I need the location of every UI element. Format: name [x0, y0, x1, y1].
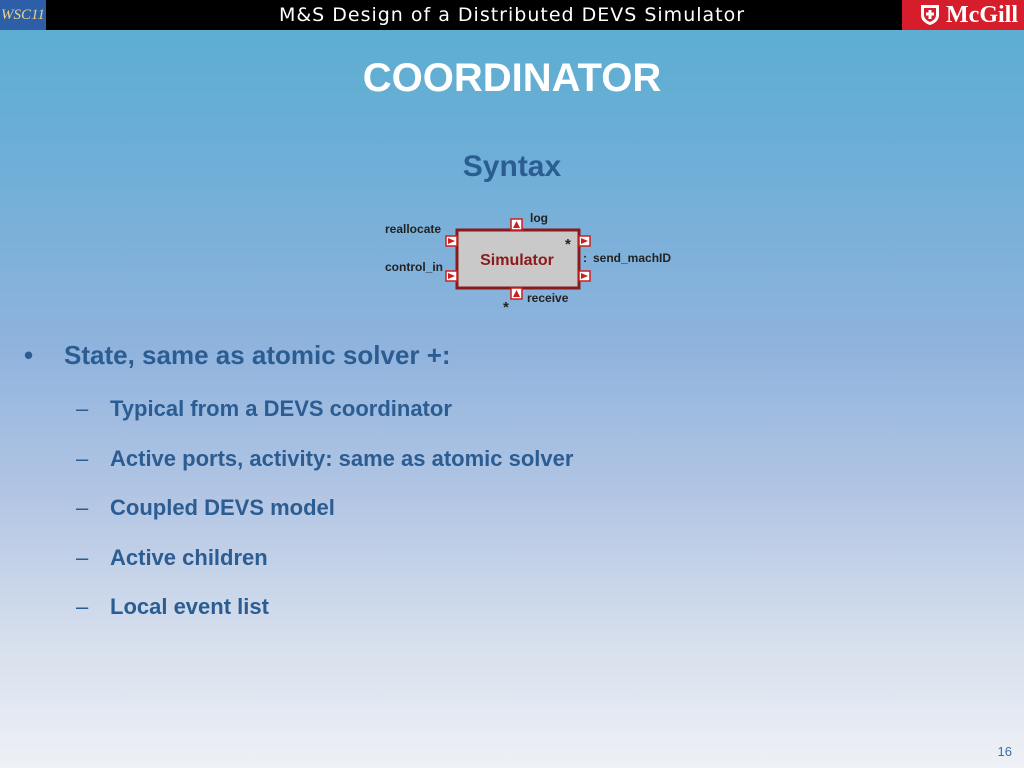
main-bullet-text: State, same as atomic solver +: [64, 340, 451, 370]
list-item-text: Active ports, activity: same as atomic solver [110, 445, 574, 471]
list-item-text: Coupled DEVS model [110, 495, 335, 520]
log-port-label: log [530, 211, 548, 225]
wsc-logo: WSC11 [0, 0, 46, 30]
dash-icon: – [76, 594, 89, 619]
dash-icon: – [76, 396, 89, 421]
list-item-text: Typical from a DEVS coordinator [110, 396, 452, 421]
mcgill-logo [902, 0, 1024, 30]
dash-icon: – [76, 445, 89, 471]
multiplicity-top: * [565, 236, 571, 253]
dash-icon: – [76, 495, 89, 520]
mcgill-wordmark: McGill [946, 1, 1018, 28]
main-bullet [24, 340, 451, 371]
control-in-port-label: control_in [385, 260, 444, 274]
simulator-block-label: Simulator [480, 252, 554, 269]
header-bar [0, 0, 1024, 30]
slide-subtitle: Syntax [462, 150, 562, 183]
list-item [76, 396, 573, 446]
page-number: 16 [997, 744, 1012, 759]
list-item-text: Local event list [110, 594, 269, 619]
simulator-block-diagram [380, 208, 700, 312]
list-item [76, 594, 573, 644]
slide-title: COORDINATOR [362, 56, 662, 100]
dash-icon: – [76, 544, 89, 570]
reallocate-port-label: reallocate [385, 222, 442, 236]
list-item [76, 495, 573, 545]
presentation-title: M&S Design of a Distributed DEVS Simulator [278, 4, 746, 26]
receive-port-label: receive [527, 291, 569, 305]
bullet-icon: • [24, 340, 34, 370]
multiplicity-bottom: * [503, 299, 509, 312]
list-item [76, 446, 573, 496]
sub-bullet-list [76, 396, 573, 644]
list-item-text: Active children [110, 544, 268, 570]
list-item [76, 545, 573, 595]
send-machid-ellipsis: : [583, 251, 587, 265]
send-machid-port-label: send_machID [593, 251, 672, 265]
mcgill-shield-icon [920, 4, 940, 26]
